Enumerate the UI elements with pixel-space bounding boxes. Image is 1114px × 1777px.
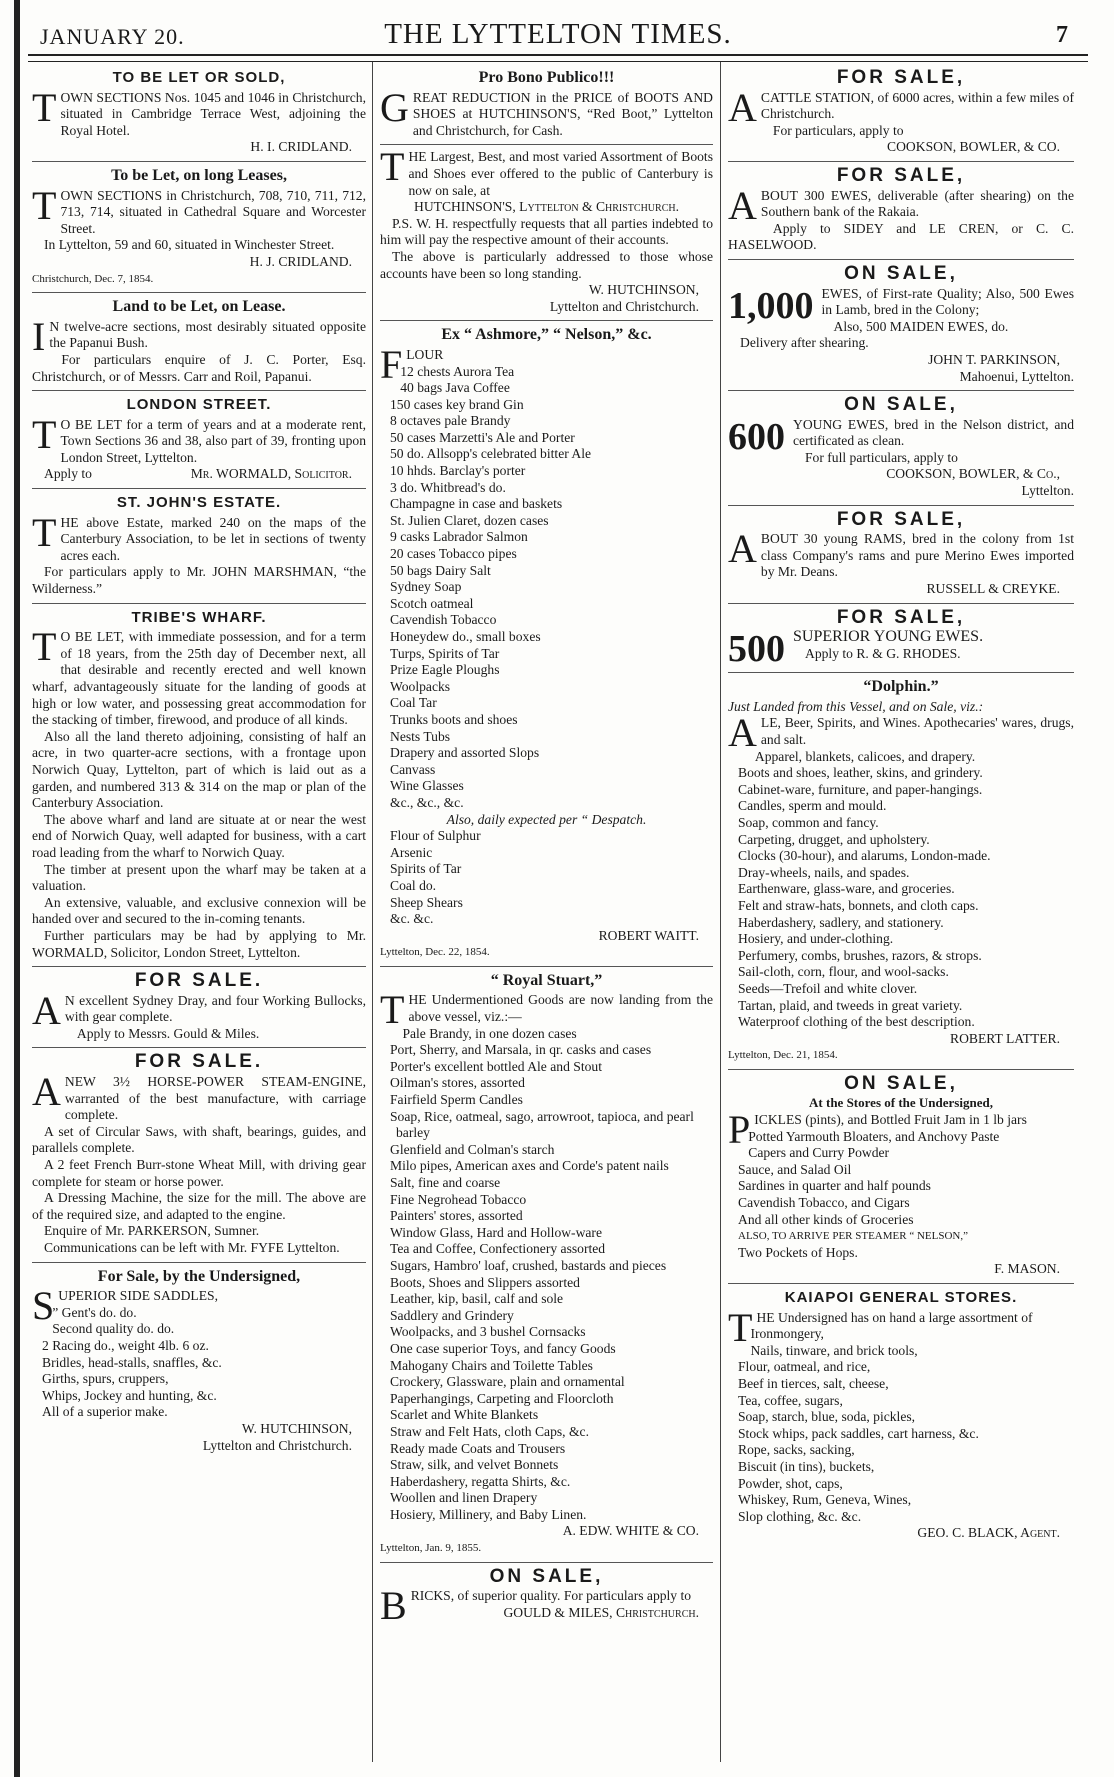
- advert-body: Apply to SIDEY and LE CREN, or C. C. HASELWOOD.: [728, 220, 1074, 253]
- advert-kaiapoi-stores: [728, 1284, 1074, 1547]
- advert-item-list: [380, 364, 713, 812]
- advert-boots-shoes: [380, 145, 713, 321]
- drop-cap: T: [32, 182, 57, 228]
- advert-date: Lyttelton, Jan. 9, 1855.: [380, 1542, 482, 1555]
- drop-cap: T: [32, 624, 57, 670]
- list-item: Bridles, head-stalls, snaffles, &c.: [42, 1354, 222, 1370]
- advert-date: Lyttelton, Dec. 22, 1854.: [380, 946, 490, 959]
- advert-body: LOUR: [406, 346, 444, 362]
- list-item: Hosiery, Millinery, and Baby Linen.: [390, 1506, 587, 1522]
- list-item: Pale Brandy, in one dozen cases: [402, 1025, 577, 1041]
- list-item: One case superior Toys, and fancy Goods: [390, 1340, 616, 1356]
- list-item: Porter's excellent bottled Ale and Stout: [390, 1058, 602, 1074]
- list-item: Scotch oatmeal: [390, 595, 474, 611]
- drop-cap: G: [380, 84, 409, 130]
- advert-note: ALSO, TO ARRIVE PER STEAMER “ NELSON,”: [738, 1230, 968, 1243]
- advert-1000-ewes: [728, 260, 1074, 391]
- advert-body: Further particulars may be had by applying to Mr. WORMALD, Solicitor, London Street, Lyttelton.: [32, 927, 366, 960]
- advert-body: O BE LET for a term of years and at a moderate rent, Town Sections 36 and 38, also part of 39, fronting upon London Street, Lyttelton.: [60, 416, 366, 465]
- advert-date: Christchurch, Dec. 7, 1854.: [32, 272, 154, 285]
- list-item: Boots, Shoes and Slippers assorted: [390, 1274, 580, 1290]
- list-item: Turps, Spirits of Tar: [390, 645, 500, 661]
- advert-centerline: HUTCHINSON'S, Lyttelton & Christchurch.: [414, 199, 679, 215]
- advert-body: BOUT 30 young RAMS, bred in the colony from 1st class Company's rams and pure Merino Ewes imported by Mr. Deans.: [760, 531, 1074, 580]
- advert-body: Delivery after shearing.: [740, 335, 869, 351]
- page-edge-bar: [14, 0, 20, 1777]
- list-item: Canvass: [390, 761, 436, 777]
- advert-london-street: [32, 391, 366, 489]
- advert-body: The above wharf and land are situate at or near the west end of Norwich Quay, well adapted for business, with a cart road leading from the wharf to Norwich Quay.: [32, 811, 366, 860]
- list-item: Rope, sacks, sacking,: [738, 1442, 855, 1458]
- advert-signature: RUSSELL & CREYKE.: [926, 581, 1060, 597]
- advert-600-ewes: [728, 391, 1074, 506]
- advert-cattle-station: [728, 64, 1074, 162]
- advert-heading: ON SALE,: [844, 1072, 958, 1094]
- list-item: Trunks boots and shoes: [390, 711, 518, 727]
- advert-heading: ON SALE,: [844, 262, 958, 284]
- advert-body: In Lyttelton, 59 and 60, situated in Winchester Street.: [44, 237, 335, 253]
- advert-body: A set of Circular Saws, with shaft, bearings, guides, and parallels complete.: [32, 1123, 366, 1156]
- list-item: Second quality do. do.: [52, 1321, 175, 1337]
- list-item: St. Julien Claret, dozen cases: [390, 512, 549, 528]
- list-item: &c. &c.: [390, 911, 434, 927]
- advert-body: For particulars, apply to: [772, 122, 904, 138]
- advert-body: REAT REDUCTION in the PRICE of BOOTS AND SHOES at HUTCHINSON'S, “Red Boot,” Lyttelton and Christchurch, for Cash.: [412, 89, 713, 138]
- advert-item-list: [380, 828, 713, 928]
- advert-heading: ON SALE,: [844, 394, 958, 416]
- advert-body: P.S. W. H. respectfully requests that all parties indebted to him will pay the respective amount of their accounts.: [380, 215, 713, 248]
- advert-body: Communications can be left with Mr. FYFE Lyttelton.: [44, 1240, 340, 1255]
- advert-body: A Dressing Machine, the size for the mill. The above are of the required size, and adapted to the engine.: [32, 1190, 366, 1222]
- list-item: Nests Tubs: [390, 728, 451, 744]
- issue-date: JANUARY 20.: [40, 24, 185, 49]
- list-item: Mahogany Chairs and Toilette Tables: [390, 1357, 593, 1373]
- advert-heading: FOR SALE.: [134, 1051, 264, 1073]
- list-item: Sugars, Hambro' loaf, crushed, bastards and pieces: [390, 1257, 667, 1273]
- list-item: 20 cases Tobacco pipes: [390, 546, 517, 562]
- advert-body: LE, Beer, Spirits, and Wines. Apothecaries' wares, drugs, and salt.: [760, 715, 1074, 747]
- advert-body: Also all the land thereto adjoining, consisting of half an acre, in two quarter-acre sections, with a frontage upon Norwich Quay, Lyttelton, part of which is laid out as a garden, and numbered 313 & 314 on the map or plan of the Canterbury Association.: [32, 728, 366, 811]
- advert-long-leases: [32, 162, 366, 293]
- advert-signature: W. HUTCHINSON,: [588, 282, 699, 298]
- list-item: Soap, Rice, oatmeal, sago, arrowroot, tapioca, and pearl barley: [390, 1108, 694, 1141]
- advert-signature: JOHN T. PARKINSON,: [928, 351, 1060, 367]
- list-item: Fairfield Sperm Candles: [390, 1092, 523, 1108]
- advert-heading: “Dolphin.”: [863, 678, 939, 696]
- advert-body: OWN SECTIONS Nos. 1045 and 1046 in Christchurch, situated in Cambridge Terrace West, adjoining the Royal Hotel.: [60, 89, 366, 138]
- advert-ashmore-nelson: [380, 321, 713, 967]
- advert-signature: W. HUTCHINSON,: [241, 1420, 352, 1436]
- advert-500-ewes: [728, 604, 1074, 674]
- advert-heading: LONDON STREET.: [126, 396, 272, 414]
- advert-heading: TO BE LET OR SOLD,: [112, 69, 286, 86]
- list-item: Sheep Shears: [390, 894, 463, 910]
- list-item: Salt, fine and coarse: [390, 1175, 501, 1190]
- list-item: Potted Yarmouth Bloaters, and Anchovy Paste: [748, 1128, 1000, 1144]
- advert-signature: COOKSON, BOWLER, & CO.: [887, 139, 1060, 155]
- column-divider: [720, 62, 721, 1762]
- advert-signature-place: Mahoenui, Lyttelton.: [959, 368, 1074, 384]
- list-item: Biscuit (in tins), buckets,: [738, 1458, 875, 1474]
- column-1: [32, 64, 366, 1459]
- newspaper-title: THE LYTTELTON TIMES.: [384, 18, 732, 50]
- list-item: Earthenware, glass-ware, and groceries.: [738, 881, 955, 897]
- advert-body: CATTLE STATION, of 6000 acres, within a few miles of Christchurch.: [760, 89, 1074, 122]
- advert-sydney-dray: [32, 967, 366, 1048]
- advert-heading: FOR SALE,: [836, 606, 966, 628]
- list-item: Flour of Sulphur: [390, 828, 481, 844]
- list-item: 50 do. Allsopp's celebrated bitter Ale: [390, 446, 592, 462]
- list-item: Haberdashery, sadlery, and stationery.: [738, 914, 944, 930]
- advert-signature: GOULD & MILES, Christchurch.: [503, 1604, 699, 1620]
- list-item: Nails, tinware, and brick tools,: [750, 1342, 918, 1358]
- advert-heading: FOR SALE,: [836, 164, 966, 186]
- list-item: 10 hhds. Barclay's porter: [390, 463, 526, 479]
- drop-cap: B: [380, 1583, 407, 1629]
- advert-body: HE Largest, Best, and most varied Assortment of Boots and Shoes ever offered to the public of Canterbury is now on sale, at: [408, 149, 713, 198]
- list-item: Painters' stores, assorted: [390, 1208, 523, 1224]
- drop-cap: T: [32, 411, 57, 457]
- advert-signature-place: Lyttelton.: [1021, 483, 1074, 499]
- masthead: [28, 14, 1088, 54]
- advert-body: The timber at present upon the wharf may be taken at a valuation.: [32, 861, 366, 894]
- advert-body: The above is particularly addressed to those whose accounts have been so long standing.: [380, 248, 713, 281]
- advert-signature: COOKSON, BOWLER, & Co.,: [886, 466, 1060, 482]
- list-item: Ready made Coats and Trousers: [390, 1440, 566, 1456]
- list-item: Waterproof clothing of the best description.: [738, 1014, 975, 1030]
- advert-heading: ON SALE,: [489, 1565, 604, 1587]
- list-item: Cavendish Tobacco, and Cigars: [738, 1195, 910, 1211]
- advert-town-sections-let-or-sold: [32, 64, 366, 162]
- advert-body: BOUT 300 EWES, deliverable (after shearing) on the Southern bank of the Rakaia.: [760, 187, 1074, 220]
- list-item: Paperhangings, Carpeting and Floorcloth: [390, 1390, 614, 1406]
- advert-item-list: [728, 1326, 1074, 1525]
- list-item: Flour, oatmeal, and rice,: [738, 1359, 871, 1375]
- list-item: Beef in tierces, salt, cheese,: [738, 1375, 889, 1391]
- list-item: 8 octaves pale Brandy: [390, 413, 511, 429]
- list-item: Fine Negrohead Tobacco: [390, 1191, 527, 1207]
- list-item: 50 cases Marzetti's Ale and Porter: [390, 429, 575, 445]
- list-item: Straw, silk, and velvet Bonnets: [390, 1457, 559, 1473]
- list-item: Tea and Coffee, Confectionery assorted: [390, 1241, 606, 1257]
- advert-signature: H. I. CRIDLAND.: [250, 139, 352, 155]
- column-divider: [372, 62, 373, 1762]
- advert-large-number: 1,000: [728, 284, 814, 327]
- list-item: Powder, shot, caps,: [738, 1475, 843, 1491]
- list-item: Coal do.: [390, 877, 437, 893]
- list-item: All of a superior make.: [42, 1404, 168, 1420]
- drop-cap: S: [32, 1283, 55, 1329]
- advert-signature: GEO. C. BLACK, Agent.: [917, 1525, 1060, 1541]
- advert-land-lease: [32, 293, 366, 391]
- drop-cap: A: [32, 987, 61, 1033]
- advert-item-list: [32, 1305, 366, 1421]
- advert-body: UPERIOR SIDE SADDLES,: [58, 1288, 218, 1304]
- list-item: 3 do. Whitbread's do.: [390, 479, 506, 495]
- advert-heading: ST. JOHN'S ESTATE.: [116, 494, 282, 512]
- advert-st-johns-estate: [32, 489, 366, 604]
- advert-heading: KAIAPOI GENERAL STORES.: [784, 1289, 1018, 1306]
- column-2: [380, 64, 713, 1629]
- drop-cap: I: [32, 313, 46, 359]
- list-item: Ironmongery,: [750, 1326, 824, 1342]
- list-item: Prize Eagle Ploughs: [390, 662, 500, 678]
- list-item: Boots and shoes, leather, skins, and grindery.: [738, 765, 983, 781]
- advert-heading: FOR SALE.: [134, 970, 264, 992]
- list-item: Scarlet and White Blankets: [390, 1407, 539, 1423]
- advert-item-list: [728, 1129, 1074, 1229]
- advert-body: Enquire of Mr. PARKERSON, Sumner.: [44, 1223, 260, 1239]
- list-item: Stock whips, pack saddles, cart harness, &c.: [738, 1425, 979, 1441]
- advert-heading: TRIBE'S WHARF.: [131, 608, 267, 626]
- advert-dolphin: [728, 673, 1074, 1070]
- list-item: ” Gent's do. do.: [52, 1304, 137, 1320]
- list-item: &c., &c., &c.: [390, 794, 464, 810]
- advert-rams: [728, 506, 1074, 604]
- advert-signature: H. J. CRIDLAND.: [249, 253, 352, 269]
- list-item: Wine Glasses: [390, 778, 464, 794]
- advert-body: A 2 feet French Burr-stone Wheat Mill, with driving gear complete for steam or horse power.: [32, 1157, 366, 1189]
- list-item: Cabinet-ware, furniture, and paper-hangings.: [738, 781, 983, 797]
- advert-body: SUPERIOR YOUNG EWES.: [793, 628, 984, 646]
- advert-signature: Mr. WORMALD, Solicitor.: [190, 466, 352, 482]
- list-item: Whiskey, Rum, Geneva, Wines,: [738, 1492, 912, 1508]
- advert-body: OWN SECTIONS in Christchurch, 708, 710, 711, 712, 713, 714, situated in Cathedral Square and Worcester Street.: [60, 187, 366, 236]
- advert-bricks: [380, 1563, 713, 1627]
- advert-body: YOUNG EWES, bred in the Nelson district, and certificated as clean.: [793, 416, 1074, 449]
- list-item: Crockery, Glassware, plain and ornamental: [390, 1374, 625, 1390]
- advert-body: For particulars enquire of J. C. Porter, Esq. Christchurch, or of Messrs. Carr and Roil, Papanui.: [32, 351, 366, 384]
- list-item: Clocks (30-hour), and alarums, London-made.: [738, 848, 991, 864]
- list-item: Carpeting, drugget, and upholstery.: [738, 831, 930, 847]
- list-item: Woolpacks, and 3 bushel Cornsacks: [390, 1324, 586, 1340]
- list-item: Sail-cloth, corn, flour, and wool-sacks.: [738, 964, 949, 980]
- advert-body: Apply to Messrs. Gould & Miles.: [76, 1025, 260, 1041]
- drop-cap: T: [32, 509, 57, 555]
- list-item: Haberdashery, regatta Shirts, &c.: [390, 1473, 571, 1489]
- masthead-rule: [28, 54, 1088, 62]
- list-item: Woollen and linen Drapery: [390, 1490, 538, 1506]
- column-3: [728, 64, 1074, 1547]
- list-item: Straw and Felt Hats, cloth Caps, &c.: [390, 1423, 589, 1439]
- advert-body: HE Undermentioned Goods are now landing from the above vessel, viz.:—: [408, 992, 713, 1025]
- list-item: 40 bags Java Coffee: [400, 380, 510, 396]
- advert-item-list: [728, 749, 1074, 1031]
- advert-signature: A. EDW. WHITE & CO.: [562, 1523, 699, 1539]
- drop-cap: T: [380, 144, 405, 190]
- list-item: Spirits of Tar: [390, 861, 462, 877]
- drop-cap: T: [32, 84, 57, 130]
- advert-heading: FOR SALE,: [836, 67, 966, 88]
- list-item: Saddlery and Grindery: [390, 1307, 514, 1323]
- advert-tribes-wharf: [32, 604, 366, 967]
- list-item: Sardines in quarter and half pounds: [738, 1178, 931, 1194]
- advert-item-list: [380, 1026, 713, 1524]
- drop-cap: P: [728, 1107, 751, 1153]
- list-item: Window Glass, Hard and Hollow-ware: [390, 1224, 602, 1240]
- advert-body: Also, 500 MAIDEN EWES, do.: [833, 318, 1009, 334]
- advert-body: O BE LET, with immediate possession, and for a term of 18 years, from the 25th day of December next, all that desirable and recently erected and well known wharf, advantageously situate for the landing of goods at high or low water, and possessing great accommodation for the stacking of timber, firewood, and produce of all kinds.: [32, 629, 366, 728]
- list-item: Sydney Soap: [390, 579, 462, 595]
- list-item: Leather, kip, basil, calf and sole: [390, 1291, 564, 1307]
- advert-body: For particulars apply to Mr. JOHN MARSHMAN, “the Wilderness.”: [32, 564, 366, 597]
- list-item: Soap, common and fancy.: [738, 814, 879, 830]
- page-number: 7: [1056, 22, 1068, 48]
- advert-pickles: [728, 1070, 1074, 1284]
- drop-cap: A: [728, 84, 757, 130]
- list-item: Coal Tar: [390, 695, 437, 711]
- advert-heading: To be Let, on long Leases,: [111, 166, 287, 184]
- list-item: Felt and straw-hats, bonnets, and cloth caps.: [738, 897, 979, 913]
- list-item: Candles, sperm and mould.: [738, 798, 887, 814]
- advert-heading: Ex “ Ashmore,” “ Nelson,” &c.: [441, 326, 652, 344]
- advert-subheading: At the Stores of the Undersigned,: [809, 1095, 993, 1111]
- list-item: 150 cases key brand Gin: [390, 396, 524, 412]
- advert-body: An extensive, valuable, and exclusive connexion will be handed over and secured to the in-coming tenants.: [32, 894, 366, 927]
- list-item: Hosiery, and under-clothing.: [738, 931, 894, 947]
- advert-body: N twelve-acre sections, most desirably situated opposite the Papanui Bush.: [49, 318, 366, 351]
- list-item: Sauce, and Salad Oil: [738, 1161, 852, 1177]
- drop-cap: A: [728, 526, 757, 572]
- advert-heading: “ Royal Stuart,”: [490, 971, 603, 989]
- advert-heading: Land to be Let, on Lease.: [112, 298, 286, 316]
- advert-signature-place: Lyttelton and Christchurch.: [549, 298, 699, 314]
- advert-300-ewes: [728, 162, 1074, 260]
- list-item: Arsenic: [390, 844, 433, 860]
- drop-cap: T: [728, 1304, 753, 1350]
- advert-pro-bono-publico: [380, 64, 713, 145]
- list-item: Port, Sherry, and Marsala, in qr. casks and cases: [390, 1042, 652, 1058]
- list-item: 12 chests Aurora Tea: [400, 363, 515, 379]
- drop-cap: A: [728, 182, 757, 228]
- drop-cap: A: [32, 1069, 61, 1115]
- list-item: Capers and Curry Powder: [748, 1145, 890, 1161]
- advert-date: Lyttelton, Dec. 21, 1854.: [728, 1049, 838, 1062]
- advert-body: Apply to R. & G. RHODES.: [805, 645, 961, 661]
- list-item: Whips, Jockey and hunting, &c.: [42, 1387, 217, 1403]
- list-item: Girths, spurs, cruppers,: [42, 1371, 169, 1387]
- advert-royal-stuart: [380, 967, 713, 1563]
- advert-body: RICKS, of superior quality. For particulars apply to: [410, 1588, 692, 1604]
- advert-steam-engine: [32, 1048, 366, 1262]
- list-item: Tea, coffee, sugars,: [738, 1392, 843, 1408]
- list-item: Tartan, plaid, and tweeds in great variety.: [738, 997, 963, 1013]
- advert-body: For full particulars, apply to: [805, 449, 958, 465]
- advert-heading: For Sale, by the Undersigned,: [97, 1267, 301, 1285]
- list-item: Seeds—Trefoil and white clover.: [738, 980, 918, 996]
- list-item: And all other kinds of Groceries: [738, 1211, 914, 1227]
- advert-apply: Apply to: [44, 466, 92, 482]
- list-item: 50 bags Dairy Salt: [390, 562, 491, 578]
- advert-signature: ROBERT WAITT.: [598, 927, 699, 943]
- advert-heading: FOR SALE,: [836, 508, 966, 530]
- list-item: Drapery and assorted Slops: [390, 745, 540, 761]
- advert-subheading: Also, daily expected per “ Despatch.: [446, 811, 647, 827]
- list-item: Glenfield and Colman's starch: [390, 1141, 555, 1157]
- advert-body: ICKLES (pints), and Bottled Fruit Jam in 1 lb jars: [754, 1112, 1027, 1128]
- list-item: Oilman's stores, assorted: [390, 1075, 525, 1091]
- advert-large-number: 500: [728, 628, 785, 671]
- list-item: 9 casks Labrador Salmon: [390, 529, 528, 545]
- list-item: Slop clothing, &c. &c.: [738, 1508, 862, 1524]
- list-item: Cavendish Tobacco: [390, 612, 497, 628]
- list-item: Apparel, blankets, calicoes, and drapery.: [754, 748, 976, 764]
- list-item: 2 Racing do., weight 4lb. 6 oz.: [42, 1337, 209, 1353]
- advert-signature-place: Lyttelton and Christchurch.: [202, 1437, 352, 1453]
- list-item: Honeydew do., small boxes: [390, 629, 541, 644]
- list-item: Dray-wheels, nails, and spades.: [738, 864, 910, 880]
- advert-note: Two Pockets of Hops.: [738, 1244, 858, 1260]
- advert-signature: F. MASON.: [994, 1261, 1060, 1277]
- list-item: Soap, starch, blue, soda, pickles,: [738, 1409, 916, 1425]
- advert-large-number: 600: [728, 415, 785, 458]
- list-item: Champagne in case and baskets: [390, 496, 563, 512]
- drop-cap: A: [728, 710, 757, 756]
- advert-heading: Pro Bono Publico!!!: [478, 69, 615, 86]
- list-item: Woolpacks: [390, 678, 451, 694]
- advert-side-saddles: [32, 1263, 366, 1460]
- advert-body: N excellent Sydney Dray, and four Working Bullocks, with gear complete.: [64, 992, 366, 1025]
- advert-body: NEW 3½ HORSE-POWER STEAM-ENGINE, warranted of the best manufacture, with carriage complete.: [64, 1074, 366, 1123]
- advert-subheading: Just Landed from this Vessel, and on Sale, viz.:: [728, 698, 984, 714]
- advert-body: EWES, of First-rate Quality; Also, 500 Ewes in Lamb, bred in the Colony;: [821, 285, 1074, 318]
- advert-body: HE above Estate, marked 240 on the maps of the Canterbury Association, to be let in sections of twenty acres each.: [60, 514, 366, 563]
- list-item: Perfumery, combs, brushes, razors, & strops.: [738, 947, 982, 963]
- drop-cap: T: [380, 987, 405, 1033]
- advert-body: HE Undersigned has on hand a large assortment of: [756, 1309, 1033, 1325]
- advert-signature: ROBERT LATTER.: [950, 1030, 1060, 1046]
- list-item: Milo pipes, American axes and Corde's patent nails: [390, 1158, 669, 1174]
- drop-cap: F: [380, 341, 403, 387]
